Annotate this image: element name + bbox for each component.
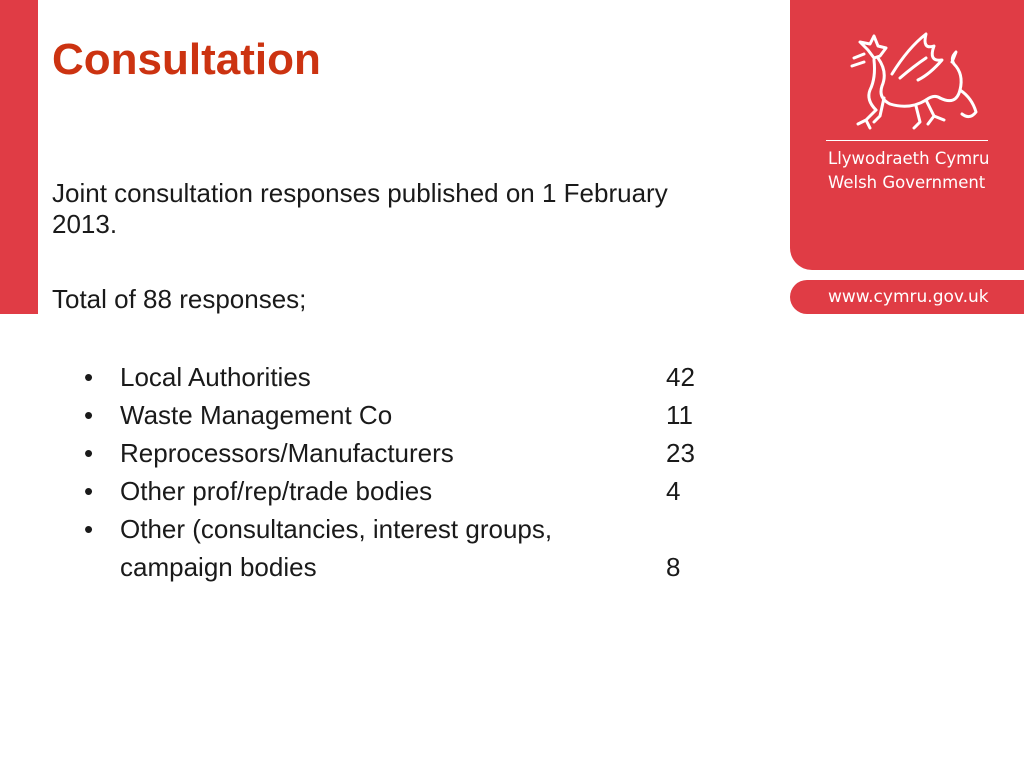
- brand-name: [828, 147, 989, 195]
- list-item-other: [84, 510, 724, 586]
- welsh-dragon-icon: [830, 28, 980, 138]
- response-category-label: Waste Management Co: [120, 400, 393, 430]
- total-responses-text: Total of 88 responses;: [52, 284, 307, 314]
- response-category-label: Other prof/rep/trade bodies: [120, 476, 433, 506]
- bullet: •: [84, 400, 94, 430]
- response-category-label: Local Authorities: [120, 362, 311, 392]
- response-count: 11: [666, 400, 693, 430]
- bullet: •: [84, 514, 94, 544]
- bullet: •: [84, 476, 94, 506]
- response-category-label: Other (consultancies, interest groups, campaign bodies: [120, 514, 553, 582]
- slide-title: Consultation: [52, 35, 321, 84]
- list-item-reprocessors: [84, 434, 724, 472]
- response-category-label: Reprocessors/Manufacturers: [120, 438, 454, 468]
- response-count: 23: [666, 438, 695, 468]
- intro-paragraph: Joint consultation responses published on 1 February 2013.: [52, 178, 668, 239]
- left-accent-bar: [0, 0, 38, 314]
- list-item-waste-management: [84, 396, 724, 434]
- website-url-pill: [790, 280, 1024, 314]
- bullet: •: [84, 438, 94, 468]
- website-url-text: www.cymru.gov.uk: [828, 287, 989, 307]
- brand-name-english: Welsh Government: [828, 173, 986, 192]
- bullet: •: [84, 362, 94, 392]
- brand-name-welsh: Llywodraeth Cymru: [828, 149, 990, 168]
- response-count: 8: [666, 552, 681, 582]
- list-item-local-authorities: [84, 358, 724, 396]
- response-count: 4: [666, 476, 681, 506]
- list-item-trade-bodies: [84, 472, 724, 510]
- response-count: 42: [666, 362, 695, 392]
- welsh-government-brand-panel: [790, 0, 1024, 270]
- responses-breakdown-list: [84, 358, 724, 586]
- brand-divider: [826, 140, 988, 141]
